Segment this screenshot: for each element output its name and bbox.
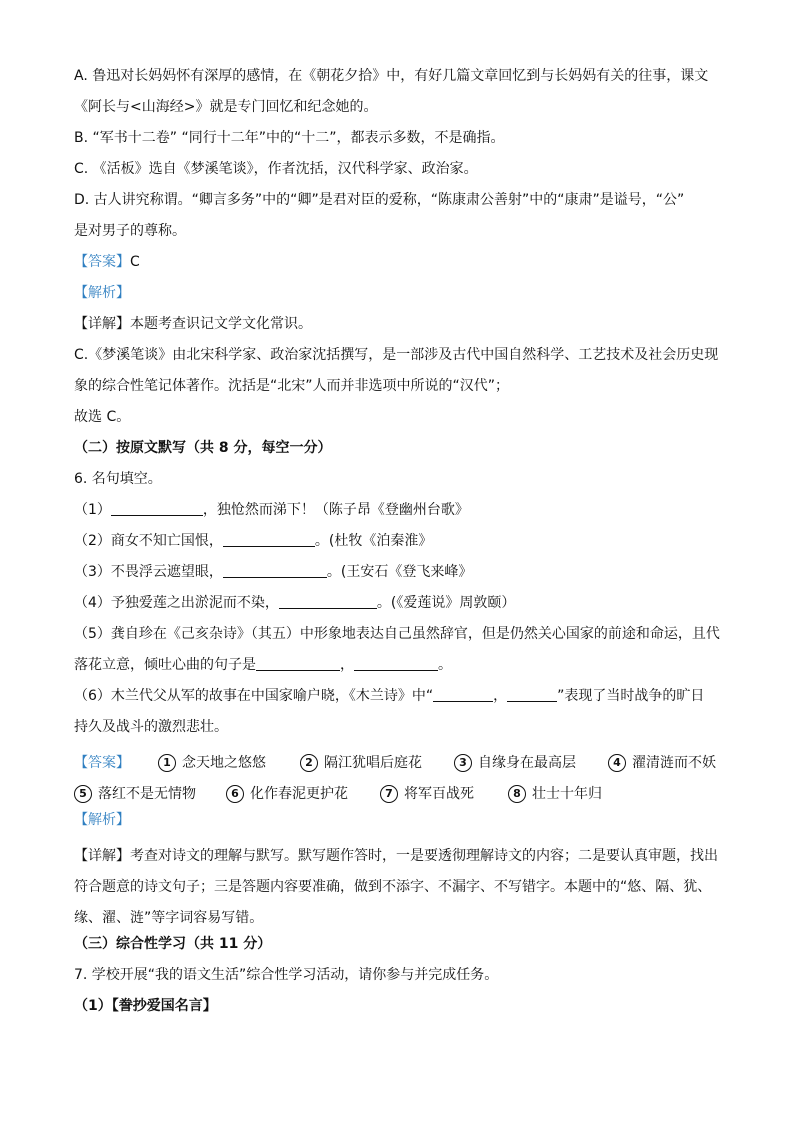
document-page <box>74 66 724 1027</box>
circled-number: 6 <box>226 785 244 803</box>
detail-5: 【详解】本题考查识记文学文化常识。 <box>74 316 312 332</box>
question-7: 7. 学校开展“我的语文生活”综合性学习活动，请你参与并完成任务。 <box>74 967 499 983</box>
detail-6: 【详解】考查对诗文的理解与默写。默写题作答时，一是要透彻理解诗文的内容；二是要认真审题，找出符合题意的诗文句子；三是答题内容要准确，做到不添字、不漏字、不写错字。本题中的“悠、隔、犹、缘、濯、涟”等字词容易写错。 <box>74 848 718 926</box>
section-2-heading: （二）按原文默写（共 8 分，每空一分） <box>74 440 332 456</box>
answer-text: 化作春泥更护花 <box>250 786 348 802</box>
answer-tag: 【答案】 <box>74 254 130 270</box>
answer-text: 念天地之悠悠 <box>182 755 266 771</box>
question-6: 6. 名句填空。 <box>74 471 162 487</box>
fill-blank[interactable] <box>279 594 377 609</box>
answer-value: C <box>130 254 140 270</box>
circled-number: 5 <box>74 785 92 803</box>
fill-blank[interactable] <box>507 687 557 702</box>
q6-5-prefix: 落花立意，倾吐心曲的句子是 <box>74 657 256 673</box>
option-a-line-1: A. 鲁迅对长妈妈怀有深厚的感情，在《朝花夕拾》中，有好几篇文章回忆到与长妈妈有关的往事，课文 <box>74 68 709 84</box>
q6-item-3 <box>74 562 724 593</box>
q6-item-6-line-2: 持久及战斗的激烈悲壮。 <box>74 719 228 735</box>
answer-item <box>158 748 266 779</box>
answer-text: 壮士十年归 <box>532 786 602 802</box>
fill-blank[interactable] <box>111 501 203 516</box>
q6-item-1 <box>74 500 724 531</box>
option-b: B. “军书十二卷” “同行十二年”中的“十二”，都表示多数，不是确指。 <box>74 130 505 146</box>
question-7-1: （1）【誊抄爱国名言】 <box>74 998 217 1014</box>
q6-item-2 <box>74 531 724 562</box>
answer-text: 隔江犹唱后庭花 <box>324 755 422 771</box>
fill-blank[interactable] <box>354 656 438 671</box>
choose-line: 故选 C。 <box>74 409 131 425</box>
c-note-line-2: 象的综合性笔记体著作。沈括是“北宋”人而并非选项中所说的“汉代”； <box>74 378 510 394</box>
c-note-line-1: C.《梦溪笔谈》由北宋科学家、政治家沈括撰写，是一部涉及古代中国自然科学、工艺技术及社会历史现 <box>74 347 719 363</box>
answer-item <box>380 779 474 810</box>
q6-5-end: 。 <box>438 657 452 673</box>
q6-item-5-line-1: （5）龚自珍在《己亥杂诗》（其五）中形象地表达自己虽然辞官，但是仍然关心国家的前途和命运，且代 <box>74 626 720 642</box>
option-d-line-2: 是对男子的尊称。 <box>74 223 186 239</box>
q6-4-prefix: （4）予独爱莲之出淤泥而不染， <box>74 595 279 611</box>
analysis-tag-6: 【解析】 <box>74 812 130 828</box>
q6-6-suffix: ”表现了当时战争的旷日 <box>557 688 705 704</box>
circled-number: 1 <box>158 754 176 772</box>
circled-number: 2 <box>300 754 318 772</box>
fill-blank[interactable] <box>256 656 340 671</box>
section-3-heading: （三）综合性学习（共 11 分） <box>74 936 272 952</box>
answer-item <box>74 779 196 810</box>
answer-6-row-2 <box>74 779 724 810</box>
circled-number: 8 <box>508 785 526 803</box>
q6-5-comma: ， <box>340 657 354 673</box>
fill-blank[interactable] <box>223 532 315 547</box>
fill-blank[interactable] <box>433 687 493 702</box>
analysis-tag-5: 【解析】 <box>74 285 130 301</box>
q6-3-suffix: 。(王安石《登飞来峰》 <box>326 564 473 580</box>
answer-tag: 【答案】 <box>74 755 130 771</box>
answer-item <box>508 779 602 810</box>
answer-item <box>300 748 422 779</box>
answer-item <box>608 748 716 779</box>
answer-5 <box>74 252 724 283</box>
q6-6-prefix: （6）木兰代父从军的故事在中国家喻户晓，《木兰诗》中“ <box>74 688 434 704</box>
circled-number: 7 <box>380 785 398 803</box>
answer-text: 落红不是无情物 <box>98 786 196 802</box>
q6-2-suffix: 。(杜牧《泊秦淮》 <box>314 533 433 549</box>
q6-2-prefix: （2）商女不知亡国恨， <box>74 533 223 549</box>
circled-number: 3 <box>454 754 472 772</box>
circled-number: 4 <box>608 754 626 772</box>
option-d-line-1: D. 古人讲究称谓。“卿言多务”中的“卿”是君对臣的爱称，“陈康肃公善射”中的“康肃”是谥号，“公” <box>74 192 685 208</box>
option-a-line-2: 《阿长与<山海经>》就是专门回忆和纪念她的。 <box>74 99 378 115</box>
q6-1-prefix: （1） <box>74 502 111 518</box>
q6-3-prefix: （3）不畏浮云遮望眼， <box>74 564 223 580</box>
option-c: C. 《活板》选自《梦溪笔谈》，作者沈括，汉代科学家、政治家。 <box>74 161 478 177</box>
answer-item <box>454 748 576 779</box>
q6-item-4 <box>74 593 724 624</box>
answer-text: 将军百战死 <box>404 786 474 802</box>
q6-1-suffix: ，独怆然而涕下！（陈子昂《登幽州台歌》 <box>202 502 469 518</box>
q6-item-6-line-1 <box>74 686 724 717</box>
answer-item <box>226 779 348 810</box>
answer-6-row-1 <box>74 748 724 779</box>
q6-4-suffix: 。(《爱莲说》周敦颐） <box>376 595 516 611</box>
q6-6-comma: ， <box>493 688 508 704</box>
answer-text: 自缘身在最高层 <box>478 755 576 771</box>
q6-item-5-line-2 <box>74 655 724 686</box>
answer-text: 濯清涟而不妖 <box>632 755 716 771</box>
fill-blank[interactable] <box>223 563 327 578</box>
